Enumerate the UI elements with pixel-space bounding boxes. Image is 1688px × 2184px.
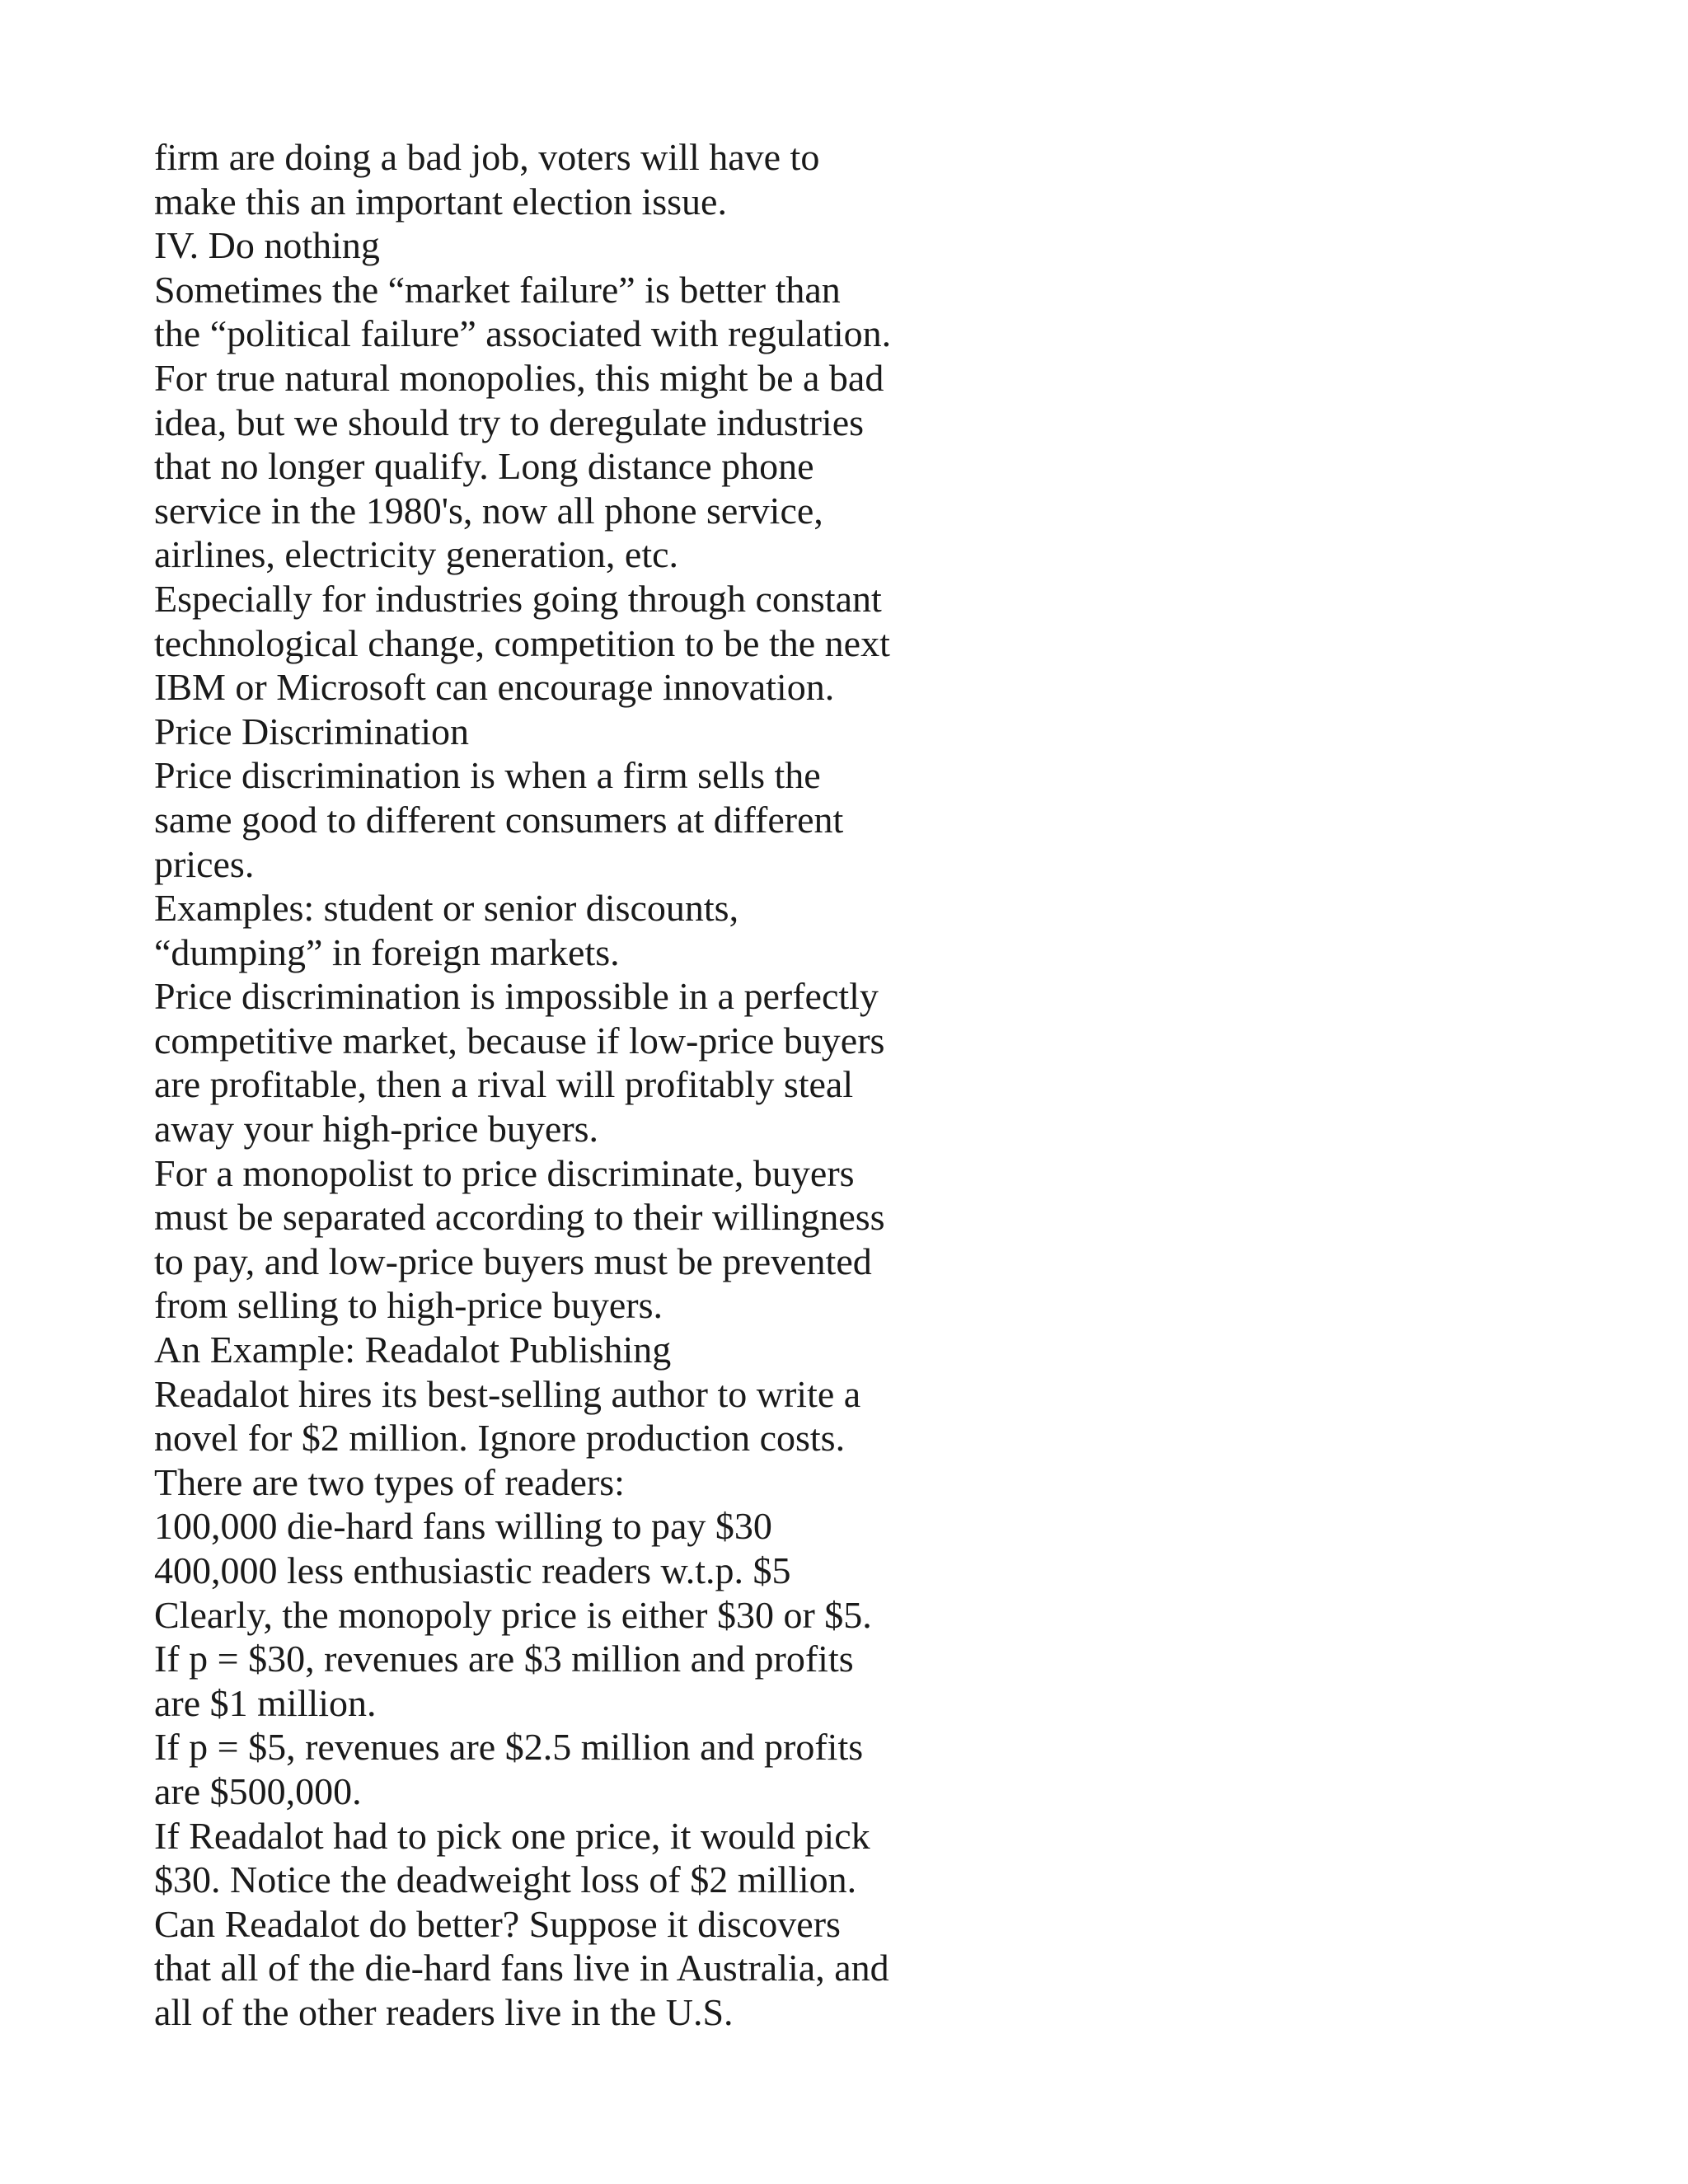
text-line: 400,000 less enthusiastic readers w.t.p. $5 bbox=[154, 1549, 791, 1591]
text-line: that no longer qualify. Long distance phone bbox=[154, 445, 814, 488]
text-line: Readalot hires its best-selling author to write a bbox=[154, 1372, 861, 1415]
text-line: are $1 million. bbox=[154, 1681, 377, 1724]
text-line: Especially for industries going through constant bbox=[154, 577, 882, 620]
text-line: that all of the die-hard fans live in Australia, and bbox=[154, 1947, 889, 1990]
text-line: are $500,000. bbox=[154, 1769, 362, 1812]
text-line: novel for $2 million. Ignore production costs. bbox=[154, 1417, 846, 1460]
text-line: Price discrimination is impossible in a perfectly bbox=[154, 975, 879, 1018]
text-line: Price discrimination is when a firm sells the bbox=[154, 754, 821, 797]
text-line: If p = $5, revenues are $2.5 million and profits bbox=[154, 1726, 864, 1769]
text-line: are profitable, then a rival will profitably steal bbox=[154, 1063, 854, 1106]
text-line: competitive market, because if low-price buyers bbox=[154, 1019, 885, 1062]
text-line: Can Readalot do better? Suppose it discovers bbox=[154, 1902, 841, 1945]
text-line: For true natural monopolies, this might be a bad bbox=[154, 356, 884, 399]
text-line: firm are doing a bad job, voters will have to bbox=[154, 136, 820, 178]
text-line: make this an important election issue. bbox=[154, 180, 727, 223]
text-line: to pay, and low-price buyers must be prevented bbox=[154, 1240, 872, 1282]
text-line: prices. bbox=[154, 842, 255, 885]
text-line: all of the other readers live in the U.S. bbox=[154, 1990, 734, 2033]
text-line: $30. Notice the deadweight loss of $2 million. bbox=[154, 1858, 857, 1901]
text-line: If p = $30, revenues are $3 million and profits bbox=[154, 1638, 854, 1680]
text-line: idea, but we should try to deregulate industries bbox=[154, 401, 865, 443]
text-line: from selling to high-price buyers. bbox=[154, 1284, 663, 1327]
text-line: the “political failure” associated with regulation. bbox=[154, 312, 892, 355]
text-line: Examples: student or senior discounts, bbox=[154, 887, 739, 930]
text-line: away your high-price buyers. bbox=[154, 1108, 599, 1151]
section-heading: IV. Do nothing bbox=[154, 224, 380, 267]
text-line: IBM or Microsoft can encourage innovation. bbox=[154, 666, 835, 709]
text-line: service in the 1980's, now all phone service, bbox=[154, 489, 823, 532]
section-heading: Price Discrimination bbox=[154, 710, 469, 752]
text-line: “dumping” in foreign markets. bbox=[154, 930, 620, 973]
text-line: airlines, electricity generation, etc. bbox=[154, 533, 679, 576]
text-line: same good to different consumers at different bbox=[154, 798, 844, 841]
text-line: technological change, competition to be the next bbox=[154, 621, 890, 664]
document-text bbox=[154, 135, 1687, 2035]
text-line: For a monopolist to price discriminate, buyers bbox=[154, 1151, 855, 1194]
text-line: 100,000 die-hard fans willing to pay $30 bbox=[154, 1505, 772, 1548]
text-line: If Readalot had to pick one price, it would pick bbox=[154, 1814, 870, 1857]
text-line: Sometimes the “market failure” is better than bbox=[154, 268, 841, 311]
text-line: must be separated according to their willingness bbox=[154, 1196, 885, 1239]
text-line: There are two types of readers: bbox=[154, 1460, 625, 1503]
section-heading: An Example: Readalot Publishing bbox=[154, 1329, 672, 1371]
text-line: Clearly, the monopoly price is either $30 or $5. bbox=[154, 1593, 872, 1636]
